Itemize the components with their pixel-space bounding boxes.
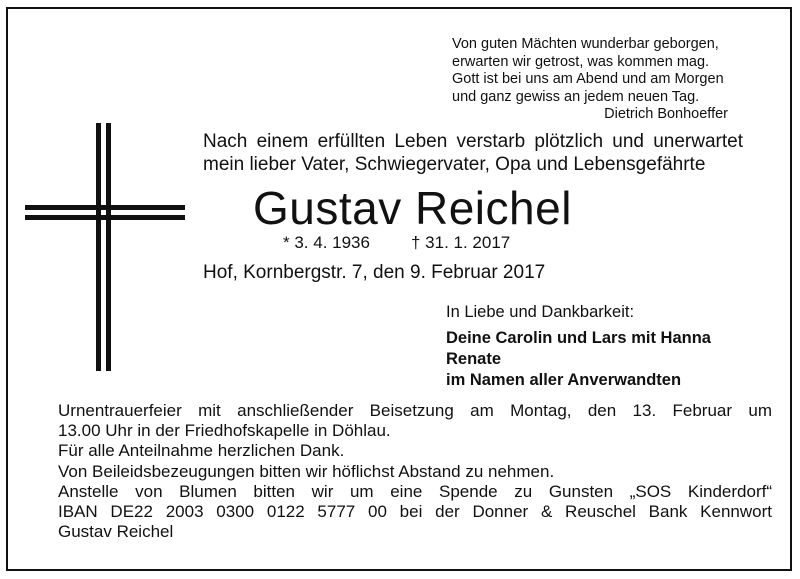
details-line: Für alle Anteilnahme herzlichen Dank.	[58, 441, 345, 461]
poem-quote	[452, 36, 770, 124]
announcement-line: mein lieber Vater, Schwiegervater, Opa und Lebensgefährte	[203, 154, 706, 175]
details-line: 13.00 Uhr in der Friedhofskapelle in Döhlau.	[58, 421, 391, 441]
details-line: Urnentrauerfeier mit anschließender Beisetzung am Montag, den 13. Februar um	[58, 401, 772, 420]
poem-author: Dietrich Bonhoeffer	[604, 106, 728, 122]
mourner-line: Renate	[446, 350, 502, 368]
mourners-label: In Liebe und Dankbarkeit:	[446, 303, 635, 321]
details-line: IBAN DE22 2003 0300 0122 5777 00 bei der Donner & Reuschel Bank Kennwort	[58, 502, 772, 522]
death-date: † 31. 1. 2017	[411, 233, 511, 252]
mourners-list	[446, 328, 711, 391]
place-date: Hof, Kornbergstr. 7, den 9. Februar 2017	[203, 262, 546, 283]
details-line: Gustav Reichel	[58, 522, 174, 542]
poem-line: Von guten Mächten wunderbar geborgen,	[452, 36, 719, 52]
mourner-line: Deine Carolin und Lars mit Hanna	[446, 329, 711, 347]
details-line: Anstelle von Blumen bitten wir um eine Spende zu Gunsten „SOS Kinderdorf“	[58, 481, 772, 501]
deceased-name: Gustav Reichel	[253, 182, 572, 234]
mourner-line: im Namen aller Anverwandten	[446, 371, 682, 389]
cross-icon	[25, 123, 185, 371]
details-line: Von Beileidsbezeugungen bitten wir höflichst Abstand zu nehmen.	[58, 461, 555, 481]
announcement-line: Nach einem erfüllten Leben verstarb plötzlich und unerwartet	[203, 131, 743, 152]
poem-line: erwarten wir getrost, was kommen mag.	[452, 53, 710, 70]
ceremony-details	[58, 401, 772, 542]
announcement-text	[203, 130, 743, 176]
poem-line: und ganz gewiss an jedem neuen Tag.	[452, 88, 700, 105]
birth-date: * 3. 4. 1936	[283, 233, 370, 252]
poem-line: Gott ist bei uns am Abend und am Morgen	[452, 71, 724, 87]
